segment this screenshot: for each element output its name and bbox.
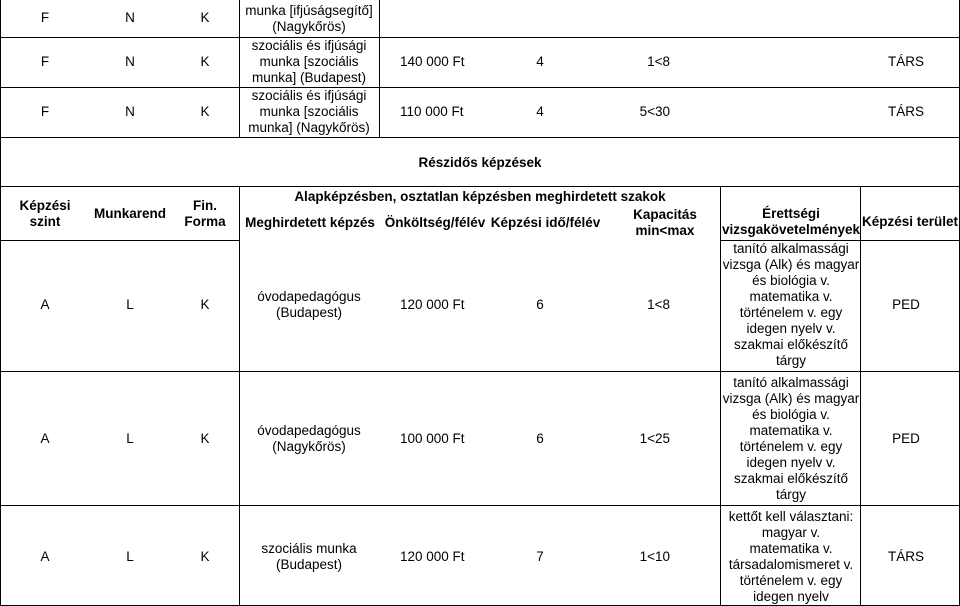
top-row-1-forma: K [200,54,210,69]
row-1-forma: K [200,431,210,446]
rule [0,137,1,187]
row-1-kapacitas: 1<25 [639,431,670,446]
row-1-terulet: PED [892,431,920,446]
top-row-2-munkarend: N [125,104,135,119]
row-0-kapacitas: 1<8 [647,297,670,312]
row-1-ido: 6 [536,431,544,446]
row-0-szint: A [40,297,50,312]
row-2-kepzes: szociális munka (Budapest) [261,540,357,572]
rule [0,240,240,241]
row-1-munkarend: L [126,431,134,446]
row-0-terulet: PED [892,297,920,312]
rule [0,505,240,506]
section-title: Részidős képzések [418,155,542,170]
top-row-2-szint: F [40,104,50,119]
row-0-munkarend: L [126,297,134,312]
header-kapacitas: Kapacitás min<max [633,206,697,238]
top-row-2-koltseg: 110 000 Ft [400,104,464,119]
row-2-terulet: TÁRS [887,548,924,564]
row-1-koltseg: 100 000 Ft [400,431,465,446]
rule [720,505,960,506]
row-0-kepzes: óvodapedagógus (Budapest) [257,289,361,320]
header-erettsegi: Érettségi vizsgakövetelmények [721,205,861,237]
top-row-1-kepzes: szociális és ifjúsági munka [szociális munka] (Budapest) [251,38,367,85]
rule [0,0,1,138]
header-meghirdetett: Meghirdetett képzés [245,214,375,230]
rule [720,240,960,241]
rule [239,0,240,138]
top-row-0-szint: F [40,9,50,25]
top-row-2-terulet: TÁRS [887,104,924,119]
row-2-szint: A [40,548,50,564]
rule [720,371,960,372]
top-row-2-forma: K [200,104,210,119]
top-row-1-kapacitas: 1<8 [647,54,670,69]
top-row-1-terulet: TÁRS [887,54,924,69]
header-kepzesi-ido: Képzési idő/félév [490,214,601,230]
rule [860,186,861,606]
rule [379,0,380,138]
rule [239,186,240,606]
row-2-munkarend: L [126,548,134,564]
rule [0,186,960,187]
top-row-1-koltseg: 140 000 Ft [400,54,465,69]
rule [0,87,960,88]
row-1-szint: A [40,431,50,446]
row-2-kapacitas: 1<10 [639,548,670,564]
row-1-erettsegi: tanító alkalmassági vizsga (Alk) és magyar és biológia v. matematika v. történelem v. egy idegen nyelv v. szakmai előkészítő tárgy [722,375,860,502]
top-row-0-kepzes: munka [ifjúságsegítő] (Nagykőrös) [245,2,373,34]
row-2-koltseg: 120 000 Ft [400,548,465,564]
top-row-2-ido: 4 [536,104,544,119]
top-row-1-munkarend: N [125,54,135,69]
row-2-forma: K [200,548,210,564]
rule [720,186,721,606]
header-munkarend: Munkarend [93,205,166,221]
top-row-1-szint: F [40,54,50,69]
row-2-erettsegi: kettőt kell választani: magyar v. matematika v. társadalomismeret v. történelem v. egy idegen nyelv [728,508,854,604]
row-0-forma: K [200,297,210,312]
row-0-koltseg: 120 000 Ft [400,297,465,312]
header-kepzesi-terulet: Képzési terület [861,213,959,229]
top-row-1-ido: 4 [536,54,544,69]
row-1-kepzes: óvodapedagógus (Nagykőrös) [257,423,361,454]
rule [240,371,720,372]
row-2-ido: 7 [536,548,544,564]
header-kepzesi-szint: Képzési szint [19,197,71,229]
top-row-2-kepzes: szociális és ifjúsági munka [szociális munka] (Nagykőrös) [248,88,370,135]
top-row-0-forma: K [200,9,210,25]
top-row-2-kapacitas: 5<30 [639,104,670,119]
rule [0,186,1,606]
header-group: Alapképzésben, osztatlan képzésben meghirdetett szakok [294,189,666,204]
row-0-erettsegi: tanító alkalmassági vizsga (Alk) és magyar és biológia v. matematika v. történelem v. egy idegen nyelv v. szakmai előkészítő tárgy [722,241,860,368]
row-0-ido: 6 [536,297,544,312]
rule [0,371,240,372]
rule [240,505,720,506]
header-onkoltseg: Önköltség/félév [384,214,486,230]
header-fin-forma: Fin. Forma [184,197,226,229]
rule [0,137,960,138]
top-row-0-munkarend: N [125,9,135,25]
rule [0,37,960,38]
